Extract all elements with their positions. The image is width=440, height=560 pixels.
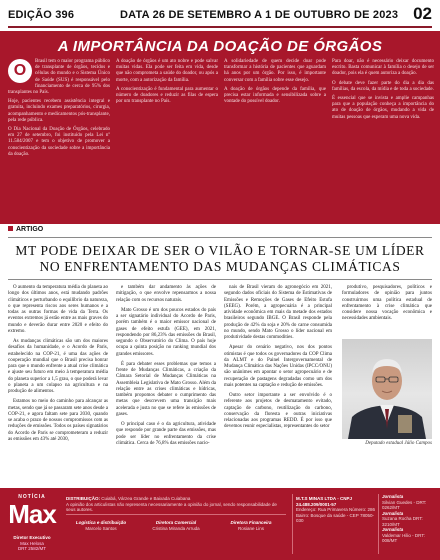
journalist-name: Suzana Rocha DRT: 3210/MT xyxy=(382,516,423,527)
section-label-text: ARTIGO xyxy=(16,226,44,233)
editorial-paragraph: O Dia Nacional da Doação de Órgãos, celebrado em 27 de setembro, foi instituído pela Lei nº 11.584/2007 e tem o objetivo de promover a conscientização da sociedade sobre a importância da doação. xyxy=(8,127,110,157)
company-district: Bairro: Bosque da saúde - CEP 78050-030 xyxy=(296,512,374,523)
portrait-illustration xyxy=(342,339,432,439)
article-column-3 xyxy=(224,285,332,435)
distribution-info xyxy=(66,496,286,513)
editorial-column-2 xyxy=(116,59,218,108)
header-rule xyxy=(8,26,432,28)
editorial-paragraph: A doação de órgãos é um ato nobre e pode salvar muitas vidas. Ela pode ser feita em vida, desde que não comprometa a saúde do doador, ou após a morte, com a autorização da família. xyxy=(116,59,218,83)
commercial-name: Cristina Miranda Arruda xyxy=(152,525,200,531)
editorial-section xyxy=(0,31,440,224)
editorial-column-4 xyxy=(332,59,434,124)
footer-vertical-divider xyxy=(378,494,379,554)
director-info xyxy=(4,535,60,552)
article-paragraph: As mudanças climáticas são um dos maiores desafios da humanidade, e o Acordo de Paris, estabelecido na COP-21, é uma das ações de cooperação mundial que o Brasil precisa honrar para que o mundo enfrente a atual crise climática e ajuste seu futuro em meio à temperatura média do planeta superior a 1,5 grau, o que poderá levar o planeta a um colapso na agricultura e na produção de alimentos. xyxy=(8,339,108,394)
article-paragraph: O principal caso é o da agricultura, atividade que responde por grande parte das emissões, mas pode ser líder no enfrentamento da crise climática. Cerca de 76,8% das emissões nacio- xyxy=(116,422,216,446)
photo-caption: Deputado estadual Júlio Campos xyxy=(365,441,432,446)
editorial-paragraph: Para doar, não é necessário deixar documento escrito. Basta comunicar à família o desejo de ser doador, pois ela é quem autoriza a doação. xyxy=(332,59,434,77)
editorial-column-1 xyxy=(8,59,110,161)
disclaimer-text: A opinião dos articulistas não representa necessariamente a opinião do jornal, sendo responsabilidade de seus autores. xyxy=(66,501,277,512)
company-name: M.T.S MINAS LTDA - CNPJ 24.488.209/0001-57 xyxy=(296,496,352,507)
article-paragraph: produtivo, pesquisadores, políticos e formuladores de opinião para juntos construirmos uma política estadual de enfrentamento à crise climática que considere nossa vocação econômica e necessidades ambientais. xyxy=(342,285,432,322)
journalist-name: Silvian Guedes - DRT: 0262/MT xyxy=(382,499,427,510)
page-number: 02 xyxy=(413,4,432,23)
editorial-paragraph: Brasil tem o maior programa público de transplante de órgãos, tecidos e células do mundo e o Sistema Único de Saúde (SUS) é responsável pelo financiamento de cerca de 95% dos transplantes no País. xyxy=(8,59,110,96)
director-name: Max Helosa xyxy=(20,540,44,546)
distribution-label: DISTRIBUIÇÃO: xyxy=(66,496,100,501)
commercial-info xyxy=(140,520,212,531)
journalists-info xyxy=(382,494,438,544)
drop-cap: O xyxy=(8,59,32,83)
company-info xyxy=(296,496,376,524)
square-bullet-icon xyxy=(8,226,13,231)
author-photo xyxy=(342,339,432,439)
director-drt: DRT 2582/MT xyxy=(17,546,47,551)
editorial-paragraph: Hoje, pacientes recebem assistência integral e gratuita, incluindo exames preparatórios, cirurgia, acompanhamento e medicamentos pós-transplante, pela rede pública. xyxy=(8,99,110,123)
article-column-2 xyxy=(116,285,216,451)
edition-date: DATA 26 DE SETEMBRO A 1 DE OUTUBRO DE 2023 xyxy=(120,9,399,21)
journalist-role: Jornalista xyxy=(382,527,404,532)
page-header xyxy=(0,0,440,28)
article-column-4 xyxy=(342,285,432,327)
logistics-name: Marcelo Santos xyxy=(85,525,117,531)
article-column-1 xyxy=(8,285,108,447)
distribution-text: Cuiabá, Várzea Grande e Baixada Cuiabana xyxy=(101,496,191,501)
article-paragraph: Apesar do cenário negativo, nos dos pontos otimistas é que todos os governadores da COP Clima da ALMT e do Painel Intergovernamental de Mudança Climática das Nações Unidas (IPCC/ONU) são unânimes em apontar o setor agropecuário e de recuperação de pastagens degradadas como um dos mais potentes na captação e redução de emissões. xyxy=(224,345,332,388)
article-paragraph: e também dar andamento às ações de mitigação, o que envolve repensarmos a nossa relação com os recursos naturais. xyxy=(116,285,216,303)
article-paragraph: Mato Grosso é um dos poucos estados do país a ser signatário individual do Acordo de Paris, porém também é o maior emissor nacional de gases de efeito estufa (GEE), em 2021, respondendo por 86,23% das emissões do Brasil, segundo o Observatório do Clima. O país hoje ocupa a quinta posição no ranking mundial dos grandes emissores. xyxy=(116,307,216,357)
commercial-label: Diretora Comercial xyxy=(155,520,197,525)
logo-top-text: NOTÍCIA xyxy=(18,494,46,500)
finance-name: Rosiane Lins xyxy=(237,525,264,531)
newspaper-logo xyxy=(4,494,60,532)
editorial-column-3 xyxy=(224,59,326,108)
logistics-label: Logística e distribuição xyxy=(75,520,127,525)
journalist-role: Jornalista xyxy=(382,510,404,516)
page-footer xyxy=(0,488,440,560)
editorial-paragraph: É essencial que se invista e amplie campanhas para que a população conheça a importância do ato de doação de órgãos, mudando a vida de muitas pessoas que esperam uma nova vida. xyxy=(332,96,434,120)
logo-main-text: Max xyxy=(8,499,56,529)
headline-bottom-rule xyxy=(8,279,432,280)
editorial-paragraph: A solidariedade de quem decide doar pode transformar a história de pacientes que aguardam há anos por um órgão. Por isso, é importante conversar com a família sobre esse desejo. xyxy=(224,59,326,83)
footer-divider xyxy=(66,514,286,515)
company-address: Endereço: Rua Primavera Número: 286 xyxy=(296,507,376,512)
section-label xyxy=(8,226,43,233)
editorial-paragraph: A conscientização é fundamental para aumentar o número de doadores e reduzir as filas de espera por um transplante no País. xyxy=(116,86,218,105)
headline-top-rule xyxy=(8,237,432,238)
logistics-info xyxy=(66,520,136,531)
article-headline: MT PODE DEIXAR DE SER O VILÃO E TORNAR-SE UM LÍDER NO ENFRENTAMENTO DAS MUDANÇAS CLIMÁTICAS xyxy=(15,243,425,274)
editorial-paragraph: A doação de órgãos depende da família, que precisa estar informada e sensibilizada sobre a vontade do possível doador. xyxy=(224,86,326,105)
journalist-role: Jornalista xyxy=(382,494,404,499)
finance-info xyxy=(216,520,286,531)
article-paragraph: Outro setor importante a ser envolvido é o referente aos projetos de desmatamento evitado, captação de carbono, reutilização do carbono, conservação da floresta e outras iniciativas relacionadas aos programas REDD. É por isso que devemos reunir especialistas, representantes do setor xyxy=(224,393,332,430)
editorial-paragraph: O debate deve fazer parte do dia a dia das famílias, da escola, da mídia e de toda a sociedade. xyxy=(332,80,434,92)
journalist-name: Valdemar Hilio - DRT: 008/MT xyxy=(382,532,425,543)
finance-label: Diretora Financeira xyxy=(230,520,272,525)
director-label: Diretor Executivo xyxy=(13,535,51,540)
article-paragraph: nais de Brasil vieram do agronegócio em 2021, segundo dados oficiais do Sistema de Estimativas de Emissões e Remoções de Gases de Efeito Estufa (SEEG). Porém, a agropecuária é a principal atividade econômica em mais da metade dos estados brasileiros segundo IBGE. O Brasil responde pela produção de 42% da soja e 20% do carne consumida no mundo, sendo Mato Grosso o líder nacional em produtividade destas commodities. xyxy=(224,285,332,340)
footer-vertical-divider xyxy=(292,494,293,554)
editorial-title: A IMPORTÂNCIA DA DOAÇÃO DE ÓRGÃOS xyxy=(57,38,383,55)
article-paragraph: Estamos no meio do caminho para alcançar as metas, sendo que já se passaram sete anos desde a COP-21, e agora faltam sete para 2030, quando se acaba o prazo de nossos compromissos com as reduções de emissões. Todos os países signatários do Acordo de Paris se comprometeram a reduzir as emissões em 43% até 2030, xyxy=(8,399,108,442)
article-paragraph: O aumento da temperatura média do planeta ao longo dos últimos anos, está mudando padrões climáticos e perturbando o equilíbrio da natureza, o que representa riscos aos seres humanos e a todas as outras formas de vida da Terra. Os eventos extremos já estão entre as mais graves do mundo e deverão durar entre 2020 e efeito do extremo. xyxy=(8,285,108,334)
article-paragraph: É para debater esses problemas que temos a frente de Mudanças Climáticas, a criação da Câmara Setorial de Mudanças Climáticas na Assembleia Legislativa de Mato Grosso. Além da relação entre as crises climáticas e hídricas, também propomos debater o cumprimento das metas que descrevem uma transição mais acelerada e justa no que se refere às emissões de gases. xyxy=(116,361,216,417)
edition-number: EDIÇÃO 396 xyxy=(8,9,75,21)
